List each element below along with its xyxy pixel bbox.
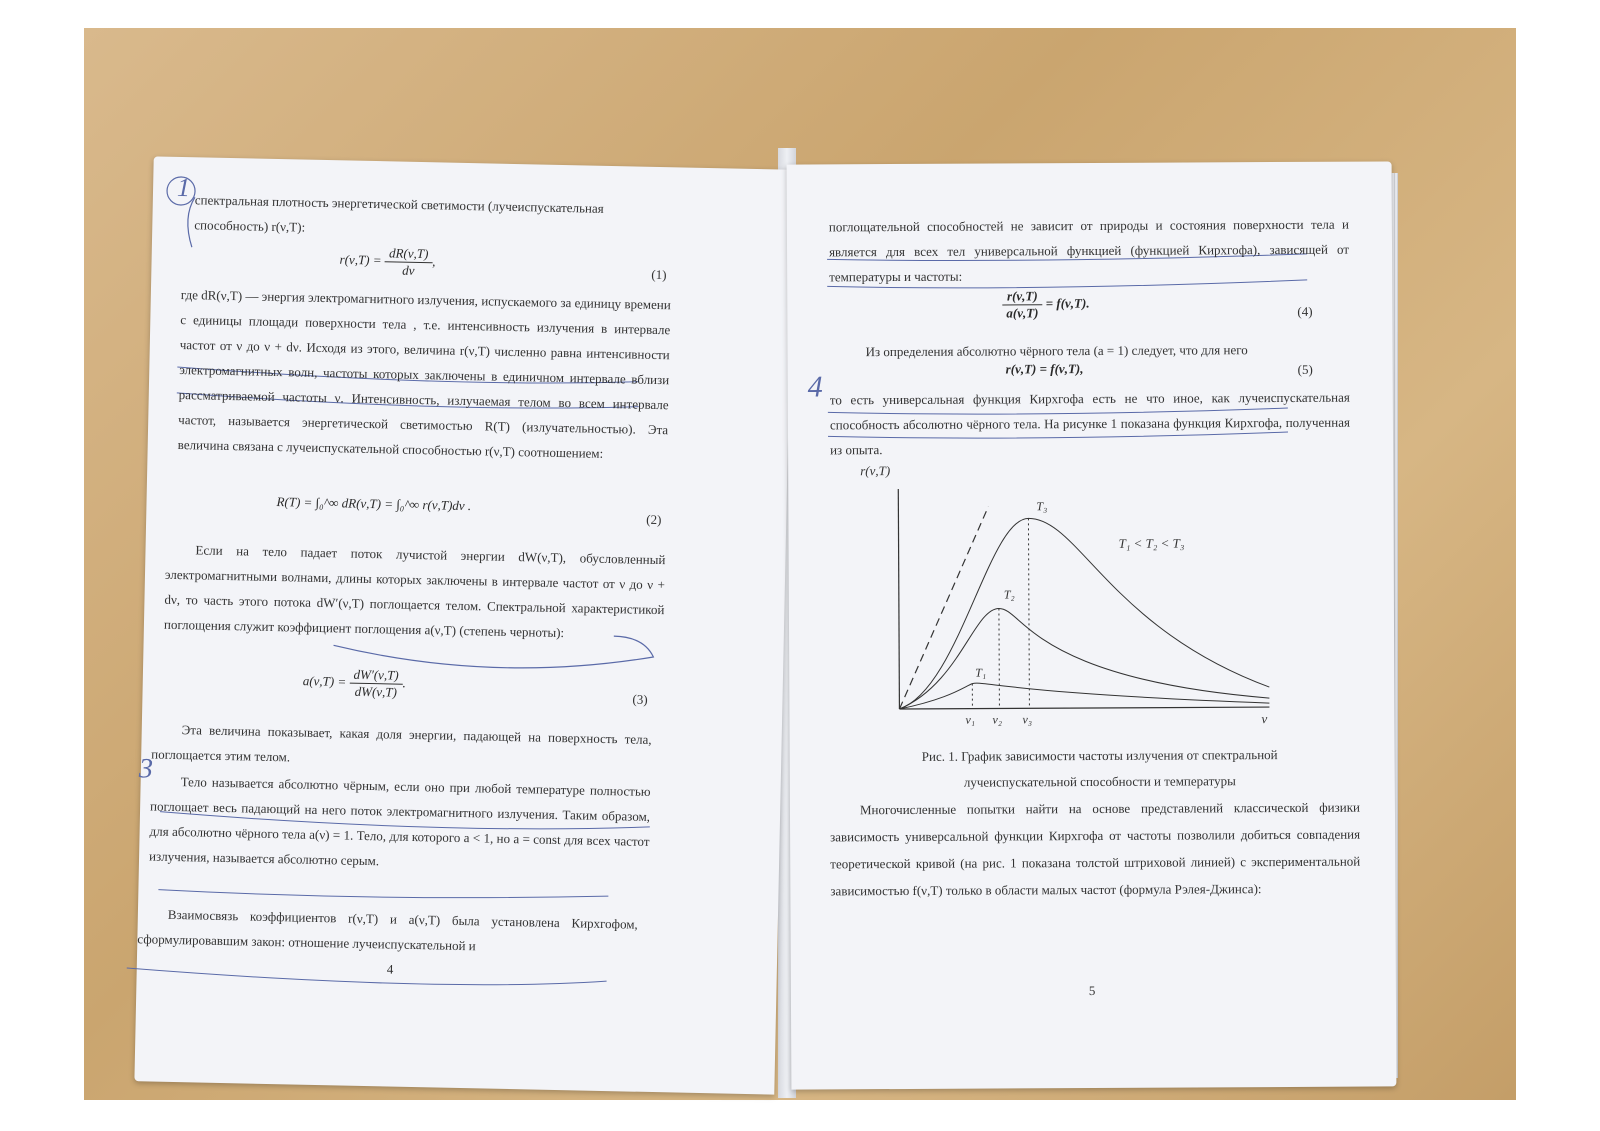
pen-underline: [127, 968, 607, 988]
equation-5: r(ν,T) = f(ν,T),: [1005, 361, 1084, 377]
page-number-right: 5: [1088, 982, 1096, 999]
pen-underline: [158, 887, 608, 902]
equation-2-number: (2): [646, 511, 662, 528]
figure-caption-line-2: лучеиспускательной способности и температуры: [963, 773, 1236, 790]
left-para-1-line-2: способность) r(ν,T):: [194, 217, 306, 235]
figure-x-label: ν: [1261, 711, 1268, 727]
left-para-6: Взаимосвязь коэффициентов r(ν,T) и a(ν,T) была установлена Кирхгофом, сформулировавшим закон: отношение лучеиспускательной и: [137, 906, 638, 954]
left-para-2: где dR(ν,T) — энергия электромагнитного излучения, испускаемого за единицу времени с единицы площади поверхности тела , т.е. интенсивность излучения в интервале частот от ν до ν + dν. Исходя из этого, величина r(ν,T) численно равна интенсивности электромагнитных волн, частоты которых заключены в единичном интервале вблизи рассматриваемой частоты ν. Интенсивность, излучаемая телом во всем интервале частот, называется энергетической светимостью R(T) (излучательностью). Эта величина связана с лучеиспускательной способностью r(ν,T) соотношением:: [177, 286, 671, 461]
right-para-3: то есть универсальная функция Кирхгофа есть не что иное, как лучеиспускательная способность абсолютно чёрного тела. На рисунке 1 показана функция Кирхгофа, полученная из опыта.: [829, 389, 1350, 458]
peak-label-nu2: ν₂: [992, 712, 1003, 727]
curve-label-t2: T₂: [1003, 587, 1015, 602]
figure-relation-label: T₁ < T₂ < T₃: [1118, 535, 1185, 551]
equation-3-numerator: dW′(ν,T): [349, 667, 402, 685]
equation-4-numerator: r(ν,T): [1002, 288, 1042, 305]
equation-1-numerator: dR(ν,T): [385, 245, 433, 263]
guide-nu3: [1028, 518, 1029, 708]
equation-1: r(ν,T) = $\frac{dR(\nu,T)}{d\nu}$ ,: [339, 245, 436, 278]
equation-1-lhs: r(ν,T) =: [339, 251, 382, 268]
equation-3-denominator: dW(ν,T): [354, 683, 398, 700]
equation-3-fraction: [349, 667, 403, 701]
desk-photo: [84, 28, 1516, 1100]
left-page: [134, 156, 793, 1094]
right-para-4: Многочисленные попытки найти на основе представлений классической физики зависимость универсальной функции Кирхгофа от частоты позволили добиться совпадения теоретической кривой (на рис. 1 показана толстой штриховой линией) с экспериментальной зависимостью f(ν,T) только в области малых частот (формула Рэлея-Джинса):: [830, 799, 1361, 899]
page-number-left: 4: [386, 961, 394, 977]
guide-nu2: [999, 608, 1000, 708]
curve-label-t1: T₁: [975, 665, 987, 680]
equation-3: a(ν,T) = $\frac{dW'(\nu,T)}{dW(\nu,T)}$ .: [302, 666, 406, 700]
equation-4-number: (4): [1297, 303, 1313, 319]
left-para-5: Тело называется абсолютно чёрным, если оно при любой температуре полностью поглощает весь падающий на него поток электромагнитного излучения. Таким образом, для абсолютно чёрного тела a(ν) = 1. Тело, для которого a < 1, но a = const для всех частот излучения, называется абсолютно серым.: [148, 774, 651, 869]
curve-t3: [898, 517, 1269, 709]
figure-y-label: r(ν,T): [860, 463, 891, 479]
equation-4: [1002, 288, 1089, 321]
equation-4-fraction: [1002, 288, 1042, 321]
equation-4-denominator: a(ν,T): [1006, 305, 1039, 321]
curve-label-t3: T₃: [1036, 499, 1048, 514]
equation-3-lhs: a(ν,T) =: [302, 673, 347, 690]
right-para-1: поглощательной способностей не зависит от природы и состояния поверхности тела и является для всех тел универсальной функцией (функцией Кирхгофа), зависящей от температуры и частоты:: [828, 216, 1350, 285]
equation-2: R(T) = ∫₀^∞ dR(ν,T) = ∫₀^∞ r(ν,T)dν .: [276, 494, 472, 514]
left-para-1: [194, 187, 675, 247]
peak-label-nu1: ν₁: [965, 712, 976, 727]
hand-mark-4: 4: [807, 370, 823, 404]
peak-label-nu3: ν₃: [1022, 712, 1033, 727]
equation-4-rhs: = f(ν,T).: [1045, 295, 1090, 311]
right-page: [787, 161, 1397, 1089]
left-para-3: Если на тело падает поток лучистой энергии dW(ν,T), обусловленный электромагнитными волнами, длины которых заключены в интервале частот от ν до ν + dν, то часть этого потока dW′(ν,T) поглощается телом. Спектральной характеристикой поглощения служит коэффициент поглощения a(ν,T) (степень черноты):: [163, 542, 666, 641]
equation-5-number: (5): [1297, 361, 1313, 377]
right-para-2: Из определения абсолютно чёрного тела (a = 1) следует, что для него: [865, 342, 1248, 360]
equation-1-fraction: [385, 245, 433, 279]
equation-1-denominator: dν: [402, 262, 415, 278]
figure-caption: [830, 742, 1370, 797]
left-para-4: Эта величина показывает, какая доля энергии, падающей на поверхность тела, поглощается этим телом.: [151, 722, 652, 765]
left-para-1-line-1: спектральная плотность энергетической светимости (лучеиспускательная: [194, 192, 604, 216]
figure-x-axis: [899, 707, 1269, 709]
kirchhoff-figure: [860, 457, 1289, 729]
equation-1-number: (1): [651, 266, 667, 283]
figure-caption-line-1: Рис. 1. График зависимости частоты излучения от спектральной: [921, 747, 1278, 764]
hand-mark-3: 3: [138, 753, 154, 785]
hand-mark-1: 1: [176, 172, 191, 203]
curve-t1: [899, 682, 1269, 709]
equation-3-number: (3): [632, 691, 648, 707]
figure-y-axis: [898, 489, 899, 709]
